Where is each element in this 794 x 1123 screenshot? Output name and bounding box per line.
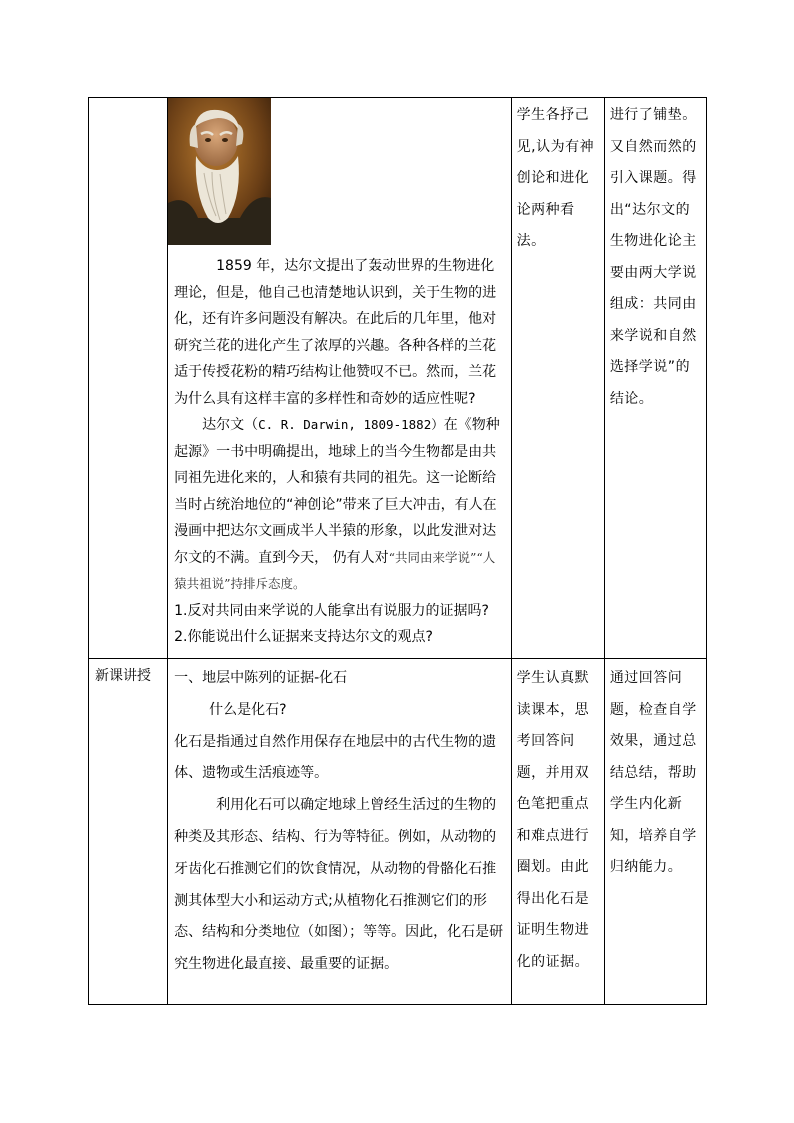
- student-activity-text-2: 学生认真默读课本，思考回答问题，并用双色笔把重点和难点进行圈划。由此得出化石是证明生物进化的证据。: [516, 670, 590, 970]
- section-heading: 一、地层中陈列的证据-化石: [174, 670, 348, 686]
- stage-label-cell-empty: [89, 98, 168, 659]
- intro-p2-body: 在《物种起源》一书中明确提出，地球上的当今生物都是由共同祖先进化来的，人和猿有共同的祖先。这一论断给当时占统治地位的“神创论”带来了巨大冲击，有人在漫画中把达尔文画成半人半猿的形象，以此发泄对达尔文的不满。直到今天， 仍有人对: [174, 417, 500, 566]
- design-purpose-text-2: 通过回答问题，检查自学效果，通过总结总结，帮助学生内化新知，培养自学归纳能力。: [609, 670, 697, 875]
- stage-label: 新课讲授: [95, 668, 151, 684]
- intro-p2-darwin-dates: C. R. Darwin, 1809-1882）: [258, 417, 444, 432]
- lesson-plan-table: [88, 97, 707, 1005]
- intro-paragraph-2: [174, 412, 507, 598]
- stage-label-cell: [89, 659, 168, 1005]
- intro-question-1: 1.反对共同由来学说的人能拿出有说服力的证据吗?: [174, 602, 489, 619]
- new-lesson-row: [89, 659, 707, 1005]
- intro-p2-quote: “共同由来学说”“人猿共祖说”持排斥态度。: [174, 549, 496, 591]
- fossil-definition: 化石是指通过自然作用保存在地层中的古代生物的遗体、遗物或生活痕迹等。: [174, 733, 497, 782]
- intro-question-2: 2.你能说出什么证据来支持达尔文的观点?: [174, 629, 433, 645]
- design-purpose-cell: [604, 98, 706, 659]
- design-purpose-cell-2: [604, 659, 706, 1005]
- intro-p2-lead: 达尔文（: [202, 417, 259, 433]
- intro-row: [89, 98, 707, 659]
- lesson-content: [168, 659, 511, 981]
- teacher-activity-cell: [168, 98, 512, 659]
- darwin-portrait: [168, 98, 271, 245]
- lesson-content-cell: [168, 659, 512, 1005]
- student-activity-text: 学生各抒己见,认为有神创论和进化论两种看法。: [516, 107, 595, 249]
- design-purpose-text: 进行了铺垫。又自然而然的引入课题。得出“达尔文的生物进化论主要由两大学说组成：共同由来学说和自然选择学说”的结论。: [609, 107, 697, 407]
- introduction-text: [168, 245, 511, 651]
- fossil-body: 利用化石可以确定地球上曾经生活过的生物的种类及其形态、结构、行为等特征。例如，从动物的牙齿化石推测它们的饮食情况，从动物的骨骼化石推测其体型大小和运动方式;从植物化石推测它们的形态、结构和分类地位（如图）；等等。因此，化石是研究生物进化最直接、最重要的证据。: [174, 797, 504, 973]
- section-question: 什么是化石?: [209, 701, 287, 718]
- student-activity-cell-2: [511, 659, 604, 1005]
- intro-paragraph-1: 1859 年，达尔文提出了轰动世界的生物进化理论，但是，他自己也清楚地认识到，关于生物的进化，还有许多问题没有解决。在此后的几年里，他对研究兰花的进化产生了浓厚的兴趣。各种各样的兰花适于传授花粉的精巧结构让他赞叹不已。然而，兰花为什么具有这样丰富的多样性和奇妙的适应性呢?: [174, 258, 497, 407]
- student-activity-cell: [511, 98, 604, 659]
